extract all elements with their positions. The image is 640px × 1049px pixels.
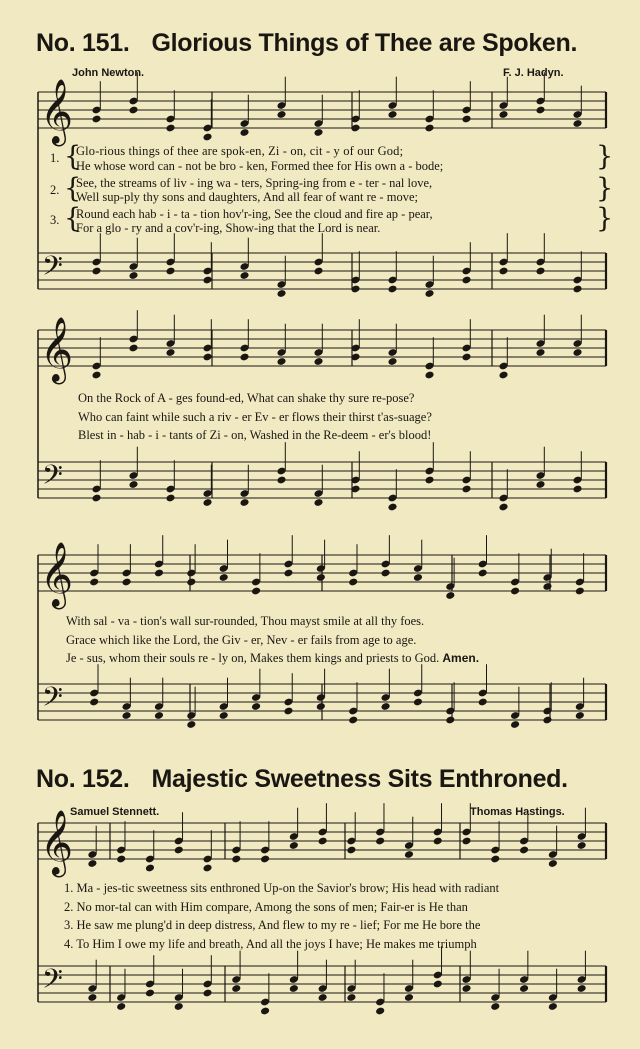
note-head bbox=[154, 569, 164, 578]
treble-clef: 𝄞 bbox=[40, 79, 73, 144]
note-head bbox=[154, 711, 164, 720]
note-head bbox=[116, 855, 126, 864]
note-head bbox=[575, 711, 585, 720]
note-head bbox=[276, 357, 286, 366]
note-head bbox=[174, 846, 184, 855]
note-head bbox=[87, 993, 97, 1002]
note-head bbox=[89, 698, 99, 707]
bass-clef: 𝄢 bbox=[42, 963, 63, 1001]
note-head bbox=[276, 476, 286, 485]
note-head bbox=[202, 133, 212, 142]
verse-number-3: 3. bbox=[50, 213, 60, 227]
lyric-152-line4: 4. To Him I owe my life and breath, And all the joys I have; He makes me triumph bbox=[64, 937, 477, 951]
lyric-s3-line1: With sal - va - tion's wall sur-rounded, Thou mayst smile at all thy foes. bbox=[66, 614, 425, 628]
note-head bbox=[387, 110, 397, 119]
note-head bbox=[445, 716, 455, 725]
lyric-s2-line1: On the Rock of A - ges found-ed, What can shake thy sure re-pose? bbox=[78, 391, 415, 405]
note-head bbox=[348, 578, 358, 587]
note-head bbox=[91, 267, 101, 276]
lyric-s2-line2: Who can faint while such a riv - er Ev - er flows their thirst t'as-suage? bbox=[78, 410, 432, 424]
note-head bbox=[413, 698, 423, 707]
note-head bbox=[91, 494, 101, 503]
note-head bbox=[318, 993, 328, 1002]
note-head bbox=[498, 503, 508, 512]
note-head bbox=[91, 115, 101, 124]
note-head bbox=[542, 716, 552, 725]
note-head bbox=[461, 485, 471, 494]
note-head bbox=[424, 289, 434, 298]
treble-clef: 𝄞 bbox=[40, 542, 73, 607]
note-head bbox=[548, 1002, 558, 1011]
lyric-verse3-a: Round each hab - i - ta - tion hov'r-ing, See the cloud and fire ap - pear, bbox=[76, 207, 433, 221]
note-head bbox=[202, 498, 212, 507]
bass-clef: 𝄢 bbox=[42, 681, 63, 719]
verse-brace-3: { bbox=[64, 203, 82, 234]
hymn-152-title bbox=[36, 765, 568, 794]
amen-text: Amen. bbox=[442, 651, 480, 665]
note-head bbox=[433, 980, 443, 989]
note-head bbox=[289, 984, 299, 993]
verse-brace-2: { bbox=[64, 173, 82, 204]
lyric-s3-line3 bbox=[66, 651, 479, 666]
hymn-152-title-text: Majestic Sweetness Sits Enthroned. bbox=[151, 765, 568, 793]
note-head bbox=[346, 846, 356, 855]
note-head bbox=[122, 578, 132, 587]
lyric-152-line1: 1. Ma - jes-tic sweetness sits enthroned Up-on the Savior's brow; His head with radiant bbox=[64, 881, 500, 895]
note-head bbox=[575, 587, 585, 596]
note-head bbox=[424, 371, 434, 380]
note-head bbox=[202, 864, 212, 873]
note-head bbox=[239, 271, 249, 280]
note-head bbox=[202, 353, 212, 362]
note-head bbox=[510, 720, 520, 729]
note-head bbox=[239, 498, 249, 507]
lyric-152-line3: 3. He saw me plung'd in deep distress, And flew to my re - lief; For me He bore the bbox=[64, 918, 481, 932]
note-head bbox=[165, 494, 175, 503]
lyric-s3-line2: Grace which like the Lord, the Giv - er, Nev - er fails from age to age. bbox=[66, 633, 417, 647]
note-head bbox=[535, 106, 545, 115]
lyric-verse2-a: See, the streams of liv - ing wa - ters, Spring-ing from e - ter - nal love, bbox=[76, 176, 433, 190]
note-head bbox=[375, 837, 385, 846]
note-head bbox=[313, 498, 323, 507]
lyric-s2-line3: Blest in - hab - i - tants of Zi - on, Washed in the Re-deem - er's blood! bbox=[78, 428, 432, 442]
note-head bbox=[413, 573, 423, 582]
note-head bbox=[490, 1002, 500, 1011]
note-head bbox=[461, 276, 471, 285]
note-head bbox=[313, 128, 323, 137]
note-head bbox=[165, 348, 175, 357]
note-head bbox=[375, 1007, 385, 1016]
note-head bbox=[276, 289, 286, 298]
note-head bbox=[535, 267, 545, 276]
hymn-152-composer: Thomas Hastings. bbox=[470, 806, 565, 818]
note-head bbox=[572, 348, 582, 357]
note-head bbox=[316, 702, 326, 711]
note-head bbox=[445, 591, 455, 600]
note-head bbox=[231, 984, 241, 993]
note-head bbox=[478, 569, 488, 578]
note-head bbox=[535, 480, 545, 489]
note-head bbox=[577, 984, 587, 993]
note-head bbox=[219, 711, 229, 720]
note-head bbox=[165, 124, 175, 133]
note-head bbox=[461, 115, 471, 124]
note-head bbox=[572, 119, 582, 128]
note-head bbox=[251, 587, 261, 596]
note-head bbox=[174, 1002, 184, 1011]
bass-clef: 𝄢 bbox=[42, 250, 63, 288]
note-head bbox=[145, 989, 155, 998]
note-head bbox=[313, 357, 323, 366]
note-head bbox=[424, 124, 434, 133]
verse-number-2: 2. bbox=[50, 183, 60, 197]
note-head bbox=[548, 859, 558, 868]
verse-brace-right-1: } bbox=[596, 141, 614, 172]
note-head bbox=[404, 850, 414, 859]
treble-clef: 𝄞 bbox=[40, 317, 73, 382]
note-head bbox=[498, 110, 508, 119]
note-head bbox=[572, 285, 582, 294]
hymn-152-lyricist: Samuel Stennett. bbox=[70, 806, 160, 818]
lyric-152-line2: 2. No mor-tal can with Him compare, Among the sons of men; Fair-er is He than bbox=[64, 900, 468, 914]
hymn-151-lyricist: John Newton. bbox=[72, 67, 145, 79]
note-head bbox=[478, 698, 488, 707]
note-head bbox=[535, 348, 545, 357]
note-head bbox=[251, 702, 261, 711]
note-head bbox=[424, 476, 434, 485]
note-head bbox=[128, 344, 138, 353]
lyric-verse3-b: For a glo - ry and a cov'r-ing, Show-ing that the Lord is near. bbox=[76, 221, 381, 235]
note-head bbox=[498, 267, 508, 276]
bass-clef: 𝄢 bbox=[42, 459, 63, 497]
note-head bbox=[283, 569, 293, 578]
note-head bbox=[128, 106, 138, 115]
note-head bbox=[91, 371, 101, 380]
note-head bbox=[510, 587, 520, 596]
verse-brace-right-3: } bbox=[596, 203, 614, 234]
hymn-151-number: No. 151. bbox=[36, 29, 130, 57]
hymn-151-composer: F. J. Hadyn. bbox=[503, 67, 564, 79]
note-head bbox=[461, 353, 471, 362]
note-head bbox=[519, 846, 529, 855]
note-head bbox=[348, 716, 358, 725]
note-head bbox=[186, 720, 196, 729]
note-head bbox=[128, 271, 138, 280]
note-head bbox=[542, 582, 552, 591]
note-head bbox=[202, 276, 212, 285]
note-head bbox=[260, 1007, 270, 1016]
note-head bbox=[283, 707, 293, 716]
note-head bbox=[461, 984, 471, 993]
note-head bbox=[433, 837, 443, 846]
note-head bbox=[128, 480, 138, 489]
note-head bbox=[381, 569, 391, 578]
note-head bbox=[202, 989, 212, 998]
note-head bbox=[239, 353, 249, 362]
hymn-152-number: No. 152. bbox=[36, 765, 130, 793]
note-head bbox=[186, 578, 196, 587]
note-head bbox=[87, 859, 97, 868]
note-head bbox=[387, 503, 397, 512]
note-head bbox=[490, 855, 500, 864]
note-head bbox=[387, 357, 397, 366]
note-head bbox=[165, 267, 175, 276]
note-head bbox=[318, 837, 328, 846]
note-head bbox=[145, 864, 155, 873]
note-head bbox=[346, 993, 356, 1002]
lyric-verse1-a: Glo-rious things of thee are spok-en, Zi - on, cit - y of our God; bbox=[76, 144, 404, 158]
note-head bbox=[89, 578, 99, 587]
note-head bbox=[404, 993, 414, 1002]
note-head bbox=[313, 267, 323, 276]
treble-clef: 𝄞 bbox=[40, 810, 73, 875]
note-head bbox=[381, 702, 391, 711]
note-head bbox=[316, 573, 326, 582]
lyric-verse1-b: He whose word can - not be bro - ken, Formed thee for His own a - bode; bbox=[76, 159, 444, 173]
note-head bbox=[122, 711, 132, 720]
note-head bbox=[519, 984, 529, 993]
note-head bbox=[498, 371, 508, 380]
lyric-s3-line3-text: Je - sus, whom their souls re - ly on, Makes them kings and priests to God. bbox=[66, 651, 440, 665]
note-head bbox=[231, 855, 241, 864]
note-head bbox=[276, 110, 286, 119]
note-head bbox=[461, 837, 471, 846]
note-head bbox=[260, 855, 270, 864]
hymn-151-title-text: Glorious Things of Thee are Spoken. bbox=[151, 29, 578, 57]
verse-brace-1: { bbox=[64, 141, 82, 172]
note-head bbox=[219, 573, 229, 582]
note-head bbox=[116, 1002, 126, 1011]
note-head bbox=[289, 841, 299, 850]
lyric-verse2-b: Well sup-ply thy sons and daughters, And all fear of want re - move; bbox=[76, 190, 418, 204]
verse-number-1: 1. bbox=[50, 151, 60, 165]
note-head bbox=[387, 285, 397, 294]
note-head bbox=[577, 841, 587, 850]
note-head bbox=[239, 128, 249, 137]
verse-brace-right-2: } bbox=[596, 173, 614, 204]
note-head bbox=[572, 485, 582, 494]
